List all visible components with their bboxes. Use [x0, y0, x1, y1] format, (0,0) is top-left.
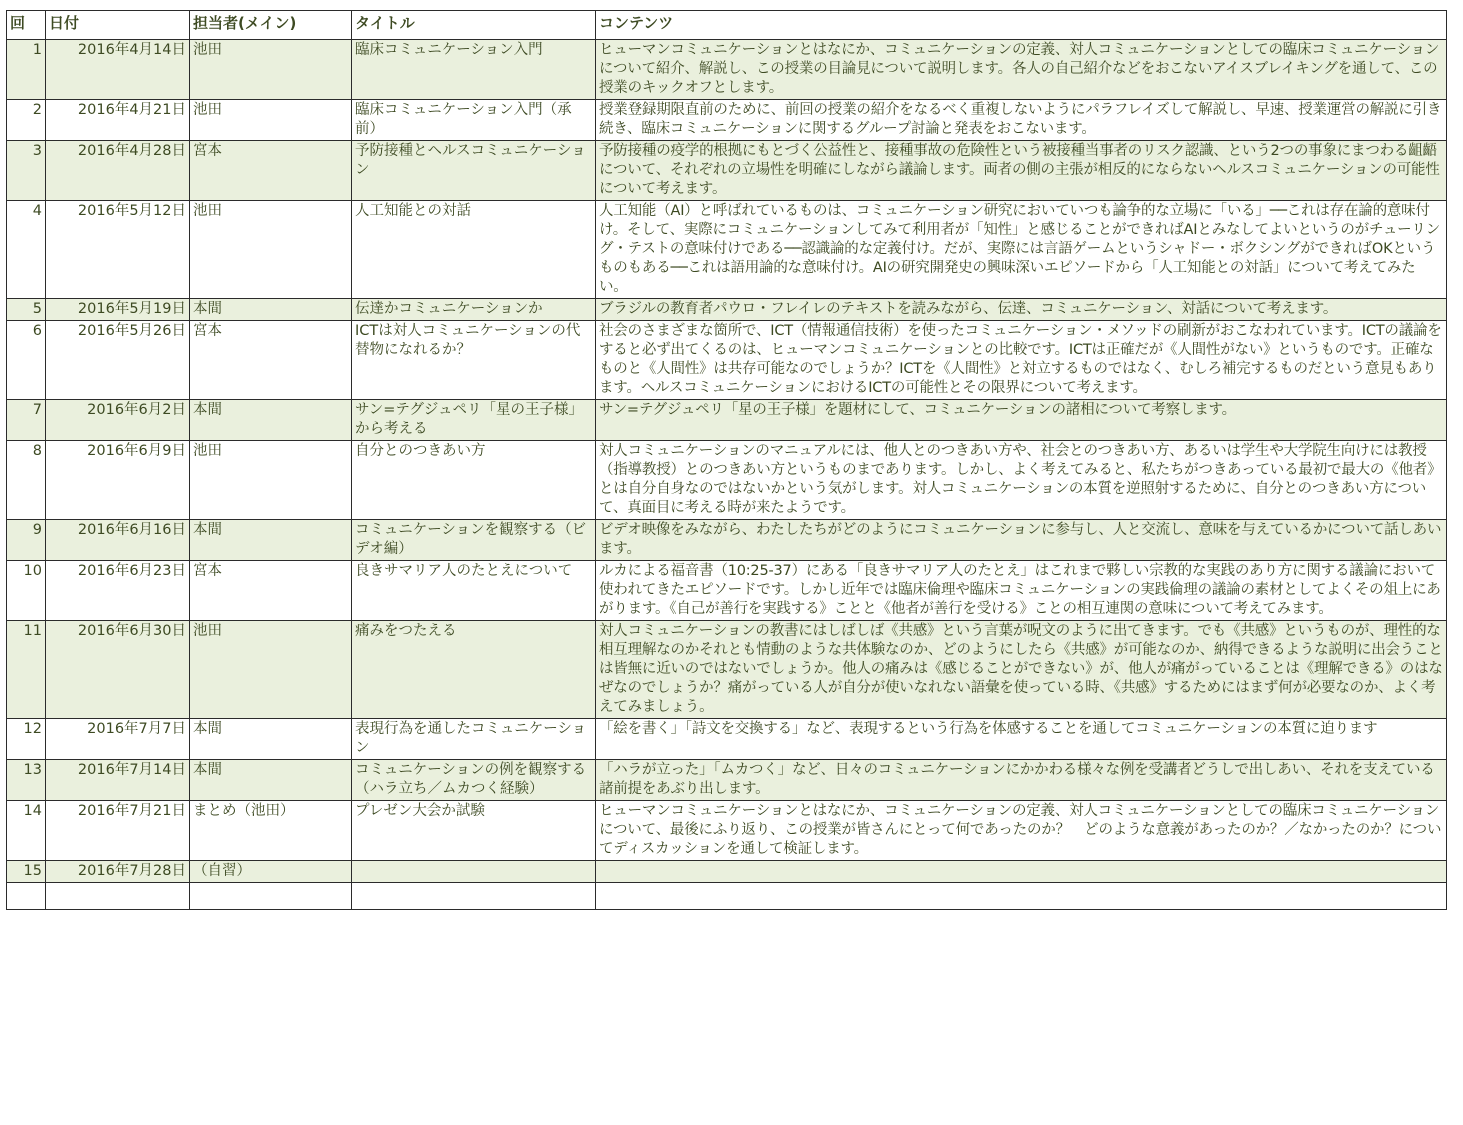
- content-cell: 授業登録期限直前のために、前回の授業の紹介をなるべく重複しないようにパラフレイズして解説し、早速、授業運営の解説に引き続き、臨床コミュニケーションに関するグループ討論と発表をおこないます。: [596, 100, 1447, 141]
- table-row: [7, 760, 1447, 801]
- header-row: [7, 11, 1447, 40]
- row-number: 9: [7, 520, 46, 561]
- empty-cell: [7, 883, 46, 910]
- table-row: [7, 441, 1447, 520]
- owner-cell: 宮本: [190, 141, 352, 201]
- table-row: [7, 201, 1447, 299]
- content-cell: [596, 861, 1447, 883]
- row-number: 12: [7, 719, 46, 760]
- empty-cell: [596, 883, 1447, 910]
- content-cell: ビデオ映像をみながら、わたしたちがどのようにコミュニケーションに参与し、人と交流し、意味を与えているかについて話しあいます。: [596, 520, 1447, 561]
- owner-cell: 池田: [190, 201, 352, 299]
- title-cell: 伝達かコミュニケーションか: [352, 299, 596, 321]
- table-row: [7, 100, 1447, 141]
- owner-cell: （自習）: [190, 861, 352, 883]
- date-cell: 2016年6月2日: [46, 400, 190, 441]
- owner-cell: 本間: [190, 400, 352, 441]
- date-cell: 2016年6月9日: [46, 441, 190, 520]
- date-cell: 2016年4月14日: [46, 40, 190, 100]
- owner-cell: 宮本: [190, 561, 352, 621]
- date-cell: 2016年6月16日: [46, 520, 190, 561]
- table-row-empty: [7, 883, 1447, 910]
- date-cell: 2016年7月21日: [46, 801, 190, 861]
- row-number: 2: [7, 100, 46, 141]
- header-cell: 担当者(メイン): [190, 11, 352, 40]
- row-number: 5: [7, 299, 46, 321]
- date-cell: 2016年4月28日: [46, 141, 190, 201]
- content-cell: サン=テグジュペリ「星の王子様」を題材にして、コミュニケーションの諸相について考察します。: [596, 400, 1447, 441]
- content-cell: 対人コミュニケーションの教書にはしばしば《共感》という言葉が呪文のように出てきます。でも《共感》というものが、理性的な相互理解なのかそれとも情動のような共体験なのか、どのようにしたら《共感》が可能なのか、納得できるような説明に出会うことは皆無に近いのではないでしょうか。他人の痛みは《感じることができない》が、他人が痛がっていることは《理解できる》のはなぜなのでしょうか？痛がっている人が自分が使いなれない語彙を使っている時、《共感》するためにはまず何が必要なのか、よく考えてみましょう。: [596, 621, 1447, 719]
- content-cell: ヒューマンコミュニケーションとはなにか、コミュニケーションの定義、対人コミュニケーションとしての臨床コミュニケーションについて紹介、解説し、この授業の目論見について説明します。各人の自己紹介などをおこないアイスブレイキングを通して、この授業のキックオフとします。: [596, 40, 1447, 100]
- title-cell: 自分とのつきあい方: [352, 441, 596, 520]
- row-number: 15: [7, 861, 46, 883]
- owner-cell: 池田: [190, 100, 352, 141]
- table-row: [7, 801, 1447, 861]
- table-row: [7, 621, 1447, 719]
- empty-cell: [46, 883, 190, 910]
- owner-cell: 宮本: [190, 321, 352, 400]
- empty-cell: [352, 883, 596, 910]
- date-cell: 2016年5月12日: [46, 201, 190, 299]
- header-cell: タイトル: [352, 11, 596, 40]
- table-row: [7, 719, 1447, 760]
- title-cell: [352, 861, 596, 883]
- content-cell: 予防接種の疫学的根拠にもとづく公益性と、接種事故の危険性という被接種当事者のリスク認識、という2つの事象にまつわる齟齬について、それぞれの立場性を明確にしながら議論します。両者の側の主張が相反的にならないヘルスコミュニケーションの可能性について考えます。: [596, 141, 1447, 201]
- row-number: 1: [7, 40, 46, 100]
- content-cell: ヒューマンコミュニケーションとはなにか、コミュニケーションの定義、対人コミュニケーションとしての臨床コミュニケーションについて、最後にふり返り、この授業が皆さんにとって何であったのか？ どのような意義があったのか？／なかったのか？についてディスカッションを通して検証します。: [596, 801, 1447, 861]
- row-number: 7: [7, 400, 46, 441]
- content-cell: 社会のさまざまな箇所で、ICT（情報通信技術）を使ったコミュニケーション・メソッドの刷新がおこなわれています。ICTの議論をすると必ず出てくるのは、ヒューマンコミュニケーションとの比較です。ICTは正確だが《人間性がない》というものです。正確なものと《人間性》は共存可能なのでしょうか？ICTを《人間性》と対立するものではなく、むしろ補完するものだという意見もあります。ヘルスコミュニケーションにおけるICTの可能性とその限界について考えます。: [596, 321, 1447, 400]
- table-row: [7, 861, 1447, 883]
- row-number: 6: [7, 321, 46, 400]
- owner-cell: まとめ（池田）: [190, 801, 352, 861]
- date-cell: 2016年4月21日: [46, 100, 190, 141]
- schedule-table: [6, 10, 1447, 910]
- row-number: 3: [7, 141, 46, 201]
- table-row: [7, 321, 1447, 400]
- row-number: 14: [7, 801, 46, 861]
- content-cell: ブラジルの教育者パウロ・フレイレのテキストを読みながら、伝達、コミュニケーション、対話について考えます。: [596, 299, 1447, 321]
- title-cell: コミュニケーションを観察する（ビデオ編）: [352, 520, 596, 561]
- header-cell: 回: [7, 11, 46, 40]
- content-cell: 「ハラが立った」「ムカつく」など、日々のコミュニケーションにかかわる様々な例を受講者どうしで出しあい、それを支えている諸前提をあぶり出します。: [596, 760, 1447, 801]
- row-number: 8: [7, 441, 46, 520]
- row-number: 4: [7, 201, 46, 299]
- table-row: [7, 141, 1447, 201]
- table-row: [7, 561, 1447, 621]
- date-cell: 2016年7月28日: [46, 861, 190, 883]
- title-cell: サン=テグジュペリ「星の王子様」から考える: [352, 400, 596, 441]
- row-number: 11: [7, 621, 46, 719]
- title-cell: 人工知能との対話: [352, 201, 596, 299]
- title-cell: ICTは対人コミュニケーションの代替物になれるか？: [352, 321, 596, 400]
- owner-cell: 池田: [190, 40, 352, 100]
- date-cell: 2016年7月7日: [46, 719, 190, 760]
- date-cell: 2016年7月14日: [46, 760, 190, 801]
- title-cell: 良きサマリア人のたとえについて: [352, 561, 596, 621]
- table-row: [7, 400, 1447, 441]
- owner-cell: 池田: [190, 441, 352, 520]
- table-row: [7, 520, 1447, 561]
- row-number: 10: [7, 561, 46, 621]
- title-cell: 痛みをつたえる: [352, 621, 596, 719]
- header-cell: 日付: [46, 11, 190, 40]
- empty-cell: [190, 883, 352, 910]
- owner-cell: 本間: [190, 520, 352, 561]
- owner-cell: 池田: [190, 621, 352, 719]
- date-cell: 2016年6月23日: [46, 561, 190, 621]
- row-number: 13: [7, 760, 46, 801]
- table-row: [7, 299, 1447, 321]
- table-row: [7, 40, 1447, 100]
- owner-cell: 本間: [190, 299, 352, 321]
- date-cell: 2016年5月19日: [46, 299, 190, 321]
- content-cell: 人工知能（AI）と呼ばれているものは、コミュニケーション研究においていつも論争的な立場に「いる」──これは存在論的意味付け。そして、実際にコミュニケーションしてみて利用者が「知性」と感じることができればAIとみなしてよいというのがチューリング・テストの意味付けである──認識論的な定義付け。だが、実際には言語ゲームというシャドー・ボクシングができればOKというものもある──これは語用論的な意味付け。AIの研究開発史の興味深いエピソードから「人工知能との対話」について考えてみたい。: [596, 201, 1447, 299]
- title-cell: コミュニケーションの例を観察する（ハラ立ち／ムカつく経験）: [352, 760, 596, 801]
- content-cell: 「絵を書く」「詩文を交換する」など、表現するという行為を体感することを通してコミュニケーションの本質に迫ります: [596, 719, 1447, 760]
- header-cell: コンテンツ: [596, 11, 1447, 40]
- date-cell: 2016年6月30日: [46, 621, 190, 719]
- content-cell: ルカによる福音書（10:25-37）にある「良きサマリア人のたとえ」はこれまで夥しい宗教的な実践のあり方に関する議論において使われてきたエピソードです。しかし近年では臨床倫理や臨床コミュニケーションの実践倫理の議論の素材としてよくその俎上にあがります。《自己が善行を実践する》ことと《他者が善行を受ける》ことの相互連関の意味について考えてみます。: [596, 561, 1447, 621]
- owner-cell: 本間: [190, 719, 352, 760]
- title-cell: 臨床コミュニケーション入門: [352, 40, 596, 100]
- title-cell: 臨床コミュニケーション入門（承前）: [352, 100, 596, 141]
- date-cell: 2016年5月26日: [46, 321, 190, 400]
- owner-cell: 本間: [190, 760, 352, 801]
- table-body: [7, 40, 1447, 910]
- title-cell: 予防接種とヘルスコミュニケーション: [352, 141, 596, 201]
- content-cell: 対人コミュニケーションのマニュアルには、他人とのつきあい方や、社会とのつきあい方、あるいは学生や大学院生向けには教授（指導教授）とのつきあい方というものまであります。しかし、よく考えてみると、私たちがつきあっている最初で最大の《他者》とは自分自身なのではないかという気がします。対人コミュニケーションの本質を逆照射するために、自分とのつきあい方について、真面目に考える時が来たようです。: [596, 441, 1447, 520]
- title-cell: 表現行為を通したコミュニケーション: [352, 719, 596, 760]
- title-cell: プレゼン大会か試験: [352, 801, 596, 861]
